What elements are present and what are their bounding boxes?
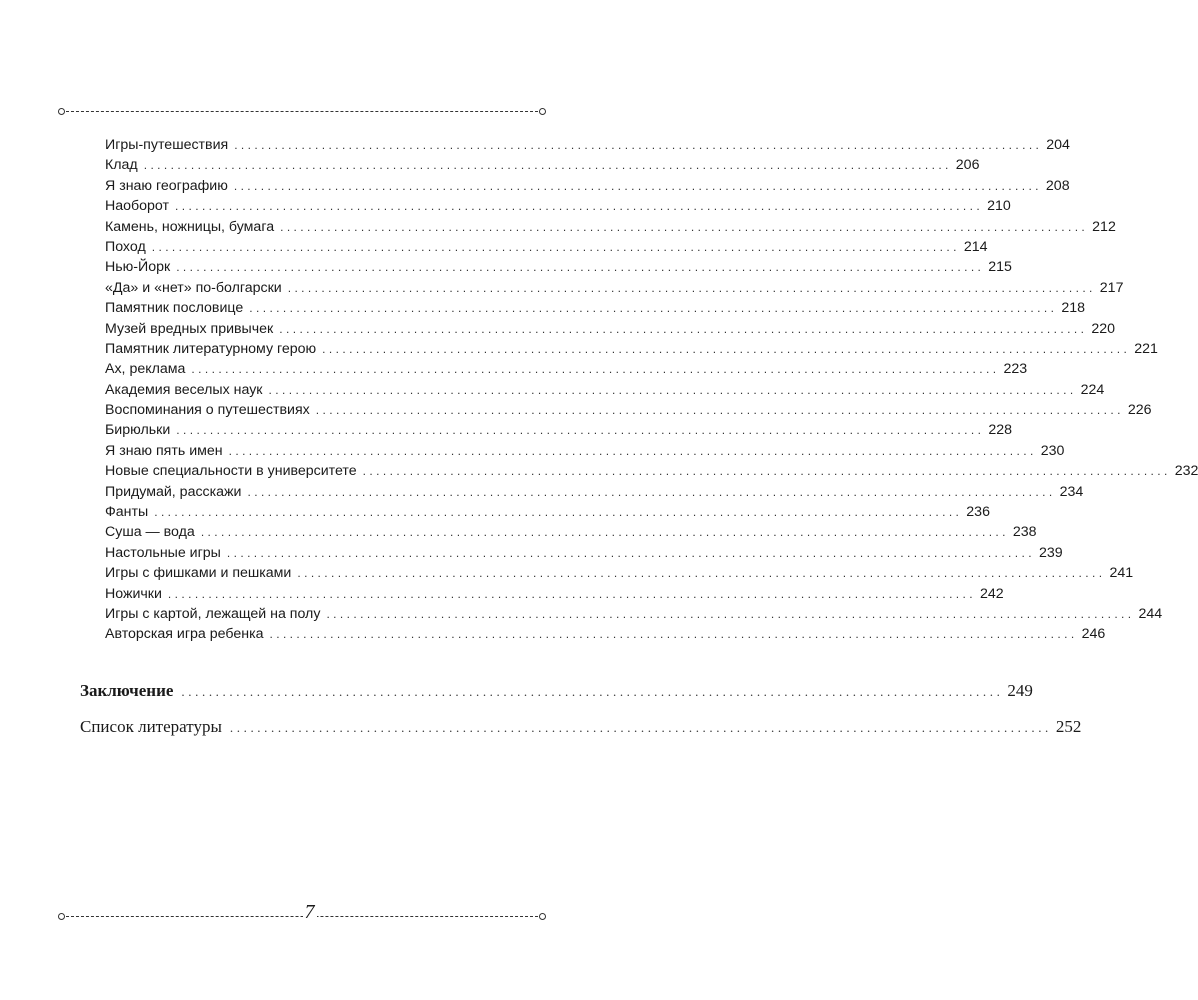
entry-page-number: 234 bbox=[1059, 483, 1084, 500]
dot-leader: ........................................................................................................................ bbox=[175, 199, 984, 214]
entry-title: Памятник пословице bbox=[105, 300, 244, 317]
dot-leader: ........................................................................................................................ bbox=[191, 362, 1000, 377]
main-sections-list bbox=[80, 680, 1082, 739]
toc-entry bbox=[105, 502, 990, 522]
entry-page-number: 218 bbox=[1061, 300, 1085, 317]
entry-title: Авторская игра ребенка bbox=[105, 626, 264, 643]
entry-page-number: 217 bbox=[1099, 279, 1124, 296]
entry-page-number: 221 bbox=[1134, 340, 1158, 357]
entry-page-number: 230 bbox=[1040, 442, 1065, 459]
entry-title: Фанты bbox=[105, 504, 149, 521]
toc-entry bbox=[105, 584, 1004, 604]
entry-title: Бирюльки bbox=[105, 422, 171, 439]
dot-leader: ........................................................................................................................ bbox=[229, 720, 1052, 735]
entry-title: Суша — вода bbox=[105, 524, 195, 541]
dot-leader: ........................................................................................................................ bbox=[322, 341, 1131, 356]
toc-entry bbox=[105, 135, 1070, 155]
toc-entry bbox=[105, 543, 1063, 563]
dot-leader: ........................................................................................................................ bbox=[269, 627, 1078, 642]
page-number bbox=[0, 900, 619, 924]
dot-leader: ........................................................................................................................ bbox=[249, 301, 1058, 316]
entry-page-number: 212 bbox=[1092, 218, 1116, 235]
toc-entry bbox=[105, 461, 1198, 481]
entry-title: Игры-путешествия bbox=[105, 137, 229, 153]
toc-entry bbox=[105, 217, 1116, 237]
entry-page-number: 226 bbox=[1127, 402, 1152, 419]
entry-page-number: 223 bbox=[1003, 361, 1028, 378]
rule-left-circle bbox=[58, 108, 65, 115]
rule-dashed-line bbox=[66, 111, 538, 112]
entry-title: Игры с фишками и пешками bbox=[105, 565, 292, 582]
entry-page-number: 244 bbox=[1138, 605, 1163, 622]
top-decorative-rule bbox=[60, 108, 544, 116]
entry-page-number: 232 bbox=[1174, 463, 1198, 480]
entry-page-number: 246 bbox=[1081, 626, 1106, 643]
entry-title: Музей вредных привычек bbox=[105, 320, 274, 337]
entry-title: Список литературы bbox=[80, 717, 222, 736]
dot-leader: ........................................................................................................................ bbox=[167, 586, 976, 601]
toc-entry bbox=[105, 522, 1037, 542]
dot-leader: ........................................................................................................................ bbox=[143, 158, 952, 173]
dot-leader: ........................................................................................................................ bbox=[154, 505, 963, 520]
entry-page-number: 239 bbox=[1038, 544, 1063, 561]
dot-leader: ........................................................................................................................ bbox=[151, 239, 960, 254]
entry-title: Нью-Йорк bbox=[105, 259, 171, 276]
entry-page-number: 220 bbox=[1091, 320, 1115, 337]
toc-entry bbox=[80, 680, 1033, 703]
toc-entry bbox=[105, 482, 1084, 502]
dot-leader: ........................................................................................................................ bbox=[362, 464, 1171, 479]
entry-page-number: 238 bbox=[1012, 524, 1037, 541]
entry-page-number: 210 bbox=[987, 198, 1011, 215]
toc-entry bbox=[105, 298, 1085, 318]
dot-leader: ........................................................................................................................ bbox=[268, 382, 1077, 397]
entry-title: Памятник литературному герою bbox=[105, 340, 317, 357]
toc-entry bbox=[105, 441, 1065, 461]
toc-entry bbox=[80, 716, 1082, 739]
toc-entry bbox=[105, 257, 1012, 277]
entry-page-number: 241 bbox=[1109, 565, 1134, 582]
toc-entry bbox=[105, 278, 1124, 298]
entry-title: «Да» и «нет» по-болгарски bbox=[105, 279, 282, 296]
entry-page-number: 224 bbox=[1080, 381, 1105, 398]
entry-page-number: 208 bbox=[1045, 177, 1070, 194]
toc-entry bbox=[105, 319, 1115, 339]
dot-leader: ........................................................................................................................ bbox=[200, 525, 1009, 540]
dot-leader: ........................................................................................................................ bbox=[176, 423, 985, 438]
entry-title: Игры с картой, лежащей на полу bbox=[105, 605, 321, 622]
entry-page-number: 214 bbox=[963, 238, 988, 255]
toc-entry bbox=[105, 339, 1158, 359]
dot-leader: ........................................................................................................................ bbox=[226, 545, 1035, 560]
entry-page-number: 228 bbox=[988, 422, 1013, 439]
dot-leader: ........................................................................................................................ bbox=[234, 138, 1043, 152]
entry-title: Клад bbox=[105, 157, 138, 174]
entry-title: Я знаю географию bbox=[105, 177, 228, 194]
toc-entry bbox=[105, 400, 1152, 420]
entry-title: Придумай, расскажи bbox=[105, 483, 242, 500]
rule-right-circle bbox=[539, 108, 546, 115]
dot-leader: ........................................................................................................................ bbox=[326, 606, 1135, 621]
entry-title: Я знаю пять имен bbox=[105, 442, 223, 459]
entry-title: Воспоминания о путешествиях bbox=[105, 402, 310, 419]
entry-title: Заключение bbox=[80, 681, 174, 700]
dot-leader: ........................................................................................................................ bbox=[181, 684, 1004, 699]
toc-entry bbox=[105, 563, 1134, 583]
entry-page-number: 249 bbox=[1007, 681, 1033, 700]
toc-entry bbox=[105, 196, 1011, 216]
toc-entry bbox=[105, 237, 988, 257]
dot-leader: ........................................................................................................................ bbox=[247, 484, 1056, 499]
toc-entry bbox=[105, 155, 980, 175]
entry-title: Академия веселых наук bbox=[105, 381, 263, 398]
entry-page-number: 252 bbox=[1055, 717, 1082, 736]
entry-title: Наоборот bbox=[105, 198, 170, 215]
dot-leader: ........................................................................................................................ bbox=[280, 219, 1089, 234]
entry-page-number: 204 bbox=[1046, 137, 1070, 153]
entry-page-number: 215 bbox=[988, 259, 1012, 276]
entry-title: Поход bbox=[105, 238, 146, 255]
toc-entry bbox=[105, 420, 1013, 440]
table-of-contents bbox=[105, 135, 1198, 645]
toc-entry bbox=[105, 380, 1105, 400]
entry-page-number: 242 bbox=[980, 585, 1004, 602]
entry-title: Ах, реклама bbox=[105, 361, 186, 378]
dot-leader: ........................................................................................................................ bbox=[315, 403, 1124, 418]
toc-entry bbox=[105, 604, 1163, 624]
dot-leader: ........................................................................................................................ bbox=[228, 443, 1037, 458]
entry-page-number: 236 bbox=[966, 504, 990, 521]
dot-leader: ........................................................................................................................ bbox=[279, 321, 1088, 336]
page-number-text: 7 bbox=[304, 901, 315, 923]
entry-title: Ножички bbox=[105, 585, 162, 602]
dot-leader: ........................................................................................................................ bbox=[176, 260, 985, 275]
entry-title: Настольные игры bbox=[105, 544, 221, 561]
dot-leader: ........................................................................................................................ bbox=[287, 280, 1096, 295]
toc-entry bbox=[105, 176, 1070, 196]
toc-entry bbox=[105, 359, 1028, 379]
entry-title: Камень, ножницы, бумага bbox=[105, 218, 275, 235]
toc-entry bbox=[105, 624, 1106, 644]
dot-leader: ........................................................................................................................ bbox=[233, 178, 1042, 193]
entry-page-number: 206 bbox=[955, 157, 980, 174]
entry-title: Новые специальности в университете bbox=[105, 463, 357, 480]
dot-leader: ........................................................................................................................ bbox=[297, 566, 1106, 581]
